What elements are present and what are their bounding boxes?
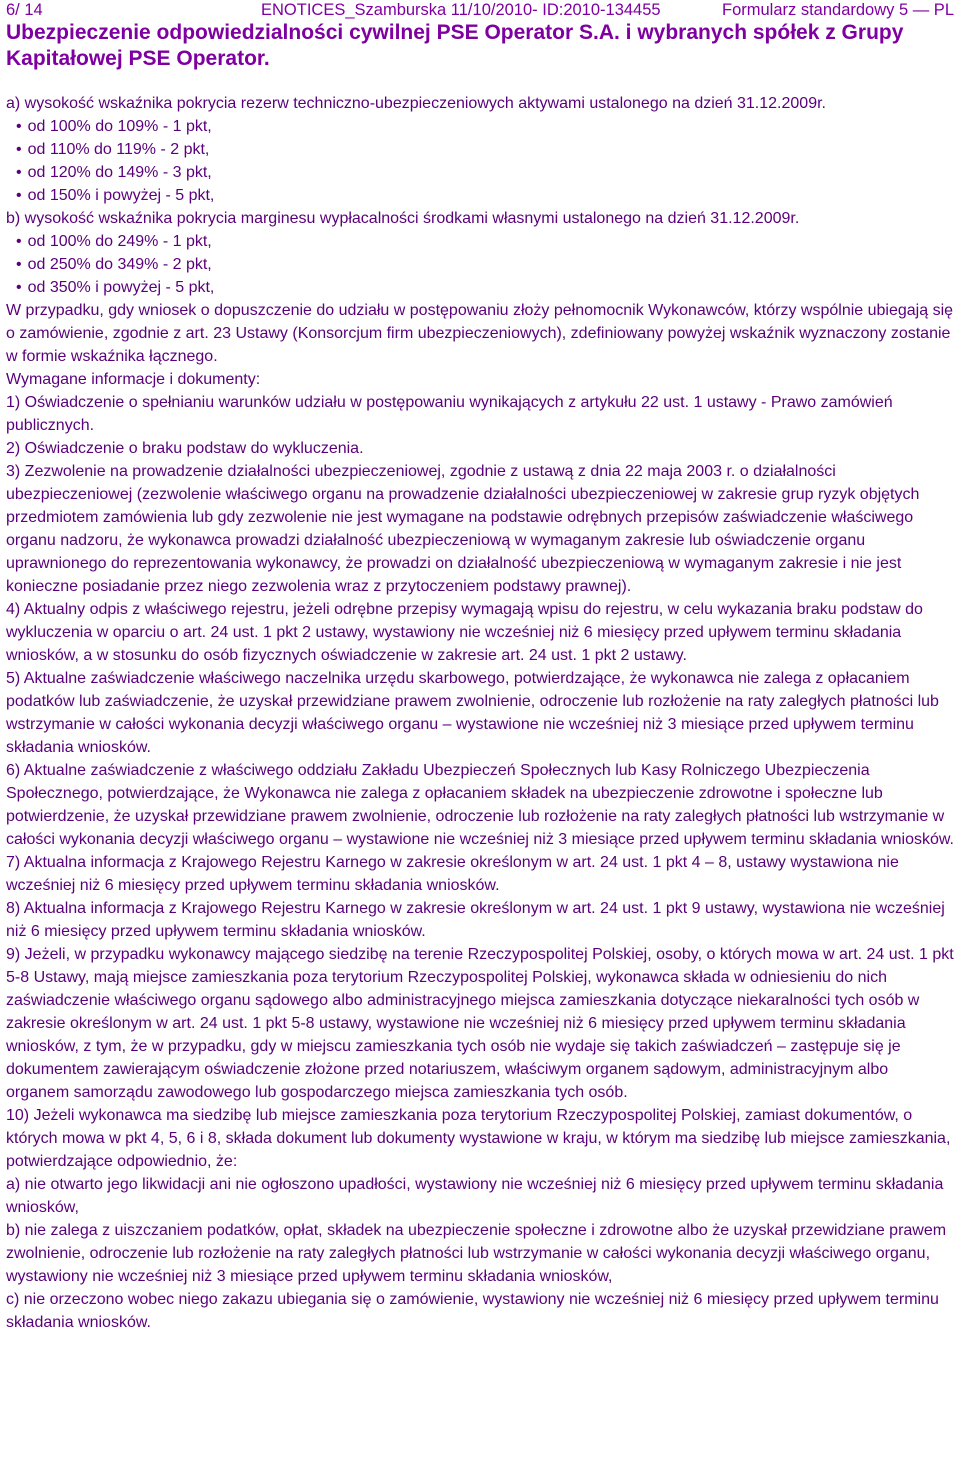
section-a-bullet: • od 100% do 109% - 1 pkt,	[6, 115, 954, 138]
section-b-bullet: • od 350% i powyżej - 5 pkt,	[6, 276, 954, 299]
requirement-item: 5) Aktualne zaświadczenie właściwego naczelnika urzędu skarbowego, potwierdzające, że wykonawca nie zalega z opłacaniem podatków lub zaświadczenie, że uzyskał przewidziane prawem zwolnienie, odroczenie lub rozłożenie na raty zaległych płatności lub wstrzymanie w całości wykonania decyzji właściwego organu – wystawione nie wcześniej niż 3 miesiące przed upływem terminu składania wniosków.	[6, 670, 939, 756]
requirement-subitem: a) nie otwarto jego likwidacji ani nie ogłoszono upadłości, wystawiony nie wcześniej niż 6 miesięcy przed upływem terminu składania wniosków,	[6, 1176, 944, 1216]
requirement-item: 3) Zezwolenie na prowadzenie działalności ubezpieczeniowej, zgodnie z ustawą z dnia 22 maja 2003 r. o działalności ubezpieczeniowej (zezwolenie właściwego organu na prowadzenie działalności ubezpieczeniowej w zakresie grup ryzyk objętych przedmiotem zamówienia lub gdy zezwolenie nie jest wymagane na podstawie odrębnych przepisów zaświadczenie właściwego organu nadzoru, że wykonawca prowadzi działalność ubezpieczeniową w wymaganym zakresie lub oświadczenie organu uprawnionego do reprezentowania wykonawcy, że prowadzi on działalność ubezpieczeniową w wymaganym zakresie i nie jest konieczne posiadanie przez niego zezwolenia wraz z przytoczeniem podstawy prawnej).	[6, 463, 920, 595]
requirement-subitem: b) nie zalega z uiszczaniem podatków, opłat, składek na ubezpieczenie społeczne i zdrowotne albo że uzyskał przewidziane prawem zwolnienie, odroczenie lub rozłożenie na raty zaległych płatności lub wstrzymanie w całości wykonania decyzji właściwego organu, wystawiony nie wcześniej niż 3 miesiące przed upływem terminu składania wniosków,	[6, 1222, 947, 1285]
requirement-item: 6) Aktualne zaświadczenie z właściwego oddziału Zakładu Ubezpieczeń Społecznych lub Kasy Rolniczego Ubezpieczenia Społecznego, potwierdzające, że Wykonawca nie zalega z opłacaniem składek na ubezpieczenie zdrowotne i społeczne lub potwierdzenie, że uzyskał przewidziane prawem zwolnienie, odroczenie lub rozłożenie na raty zaległych płatności lub wstrzymanie w całości wykonania decyzji właściwego organu – wystawione nie wcześniej niż 3 miesiące przed upływem terminu składania wniosków.	[6, 762, 954, 848]
section-a-bullet: • od 150% i powyżej - 5 pkt,	[6, 184, 954, 207]
requirement-item: 7) Aktualna informacja z Krajowego Rejestru Karnego w zakresie określonym w art. 24 ust. 1 pkt 4 – 8, ustawy wystawiona nie wcześniej niż 6 miesięcy przed upływem terminu składania wniosków.	[6, 854, 899, 894]
section-a-intro: a) wysokość wskaźnika pokrycia rezerw techniczno-ubezpieczeniowych aktywami ustalonego na dzień 31.12.2009r.	[6, 95, 826, 112]
document-body	[6, 92, 954, 1334]
requirement-item: 9) Jeżeli, w przypadku wykonawcy mającego siedzibę na terenie Rzeczypospolitej Polskiej, osoby, o których mowa w art. 24 ust. 1 pkt 5-8 Ustawy, mają miejsce zamieszkania poza terytorium Rzeczypospolitej Polskiej, wykonawca składa w odniesieniu do nich zaświadczenie właściwego organu sądowego albo administracyjnego miejsca zamieszkania dotyczące niekaralności tych osób w zakresie określonym w art. 24 ust. 1 pkt 5-8 ustawy, wystawione nie wcześniej niż 6 miesięcy przed upływem terminu składania wniosków, z tym, że w przypadku, gdy w miejscu zamieszkania tych osób nie wydaje się takich zaświadczeń – zastępuje się je dokumentem zawierającym oświadczenie złożone przed notariuszem, właściwym organem sądowym, administracyjnym albo organem samorządu zawodowego lub gospodarczego miejsca zamieszkania tych osób.	[6, 946, 954, 1101]
requirement-item: 4) Aktualny odpis z właściwego rejestru, jeżeli odrębne przepisy wymagają wpisu do rejestru, w celu wykazania braku podstaw do wykluczenia w oparciu o art. 24 ust. 1 pkt 2 ustawy, wystawiony nie wcześniej niż 6 miesięcy przed upływem terminu składania wniosków, a w stosunku do osób fizycznych oświadczenie w zakresie art. 24 ust. 1 pkt 2 ustawy.	[6, 601, 923, 664]
page-header	[6, 0, 954, 20]
form-type: Formularz standardowy 5 — PL	[721, 1, 954, 19]
requirement-item: 10) Jeżeli wykonawca ma siedzibę lub miejsce zamieszkania poza terytorium Rzeczypospolitej Polskiej, zamiast dokumentów, o których mowa w pkt 4, 5, 6 i 8, składa dokument lub dokumenty wystawione w kraju, w którym ma siedzibę lub miejsce zamieszkania, potwierdzające odpowiednio, że:	[6, 1107, 951, 1170]
page-number: 6/ 14	[6, 1, 43, 19]
section-b-bullet: • od 100% do 249% - 1 pkt,	[6, 230, 954, 253]
requirement-subitem: c) nie orzeczono wobec niego zakazu ubiegania się o zamówienie, wystawiony nie wcześniej niż 6 miesięcy przed upływem terminu składania wniosków.	[6, 1291, 939, 1331]
required-documents-heading: Wymagane informacje i dokumenty:	[6, 371, 261, 388]
consortium-paragraph: W przypadku, gdy wniosek o dopuszczenie do udziału w postępowaniu złoży pełnomocnik Wykonawców, którzy wspólnie ubiegają się o zamówienie, zgodnie z art. 23 Ustawy (Konsorcjum firm ubezpieczeniowych), zdefiniowany powyżej wskaźnik wyznaczony zostanie w formie wskaźnika łącznego.	[6, 302, 954, 365]
section-a-bullet: • od 110% do 119% - 2 pkt,	[6, 138, 954, 161]
document-title: Ubezpieczenie odpowiedzialności cywilnej PSE Operator S.A. i wybranych spółek z Grupy Kapitałowej PSE Operator.	[6, 21, 904, 70]
section-b-intro: b) wysokość wskaźnika pokrycia marginesu wypłacalności środkami własnymi ustalonego na dzień 31.12.2009r.	[6, 210, 800, 227]
requirement-item: 2) Oświadczenie o braku podstaw do wykluczenia.	[6, 440, 364, 457]
requirement-item: 8) Aktualna informacja z Krajowego Rejestru Karnego w zakresie określonym w art. 24 ust. 1 pkt 9 ustawy, wystawiona nie wcześniej niż 6 miesięcy przed upływem terminu składania wniosków.	[6, 900, 945, 940]
section-b-bullet: • od 250% do 349% - 2 pkt,	[6, 253, 954, 276]
requirement-item: 1) Oświadczenie o spełnianiu warunków udziału w postępowaniu wynikających z artykułu 22 ust. 1 ustawy - Prawo zamówień publicznych.	[6, 394, 893, 434]
section-a-bullet: • od 120% do 149% - 3 pkt,	[6, 161, 954, 184]
notice-id: ENOTICES_Szamburska 11/10/2010- ID:2010-134455	[261, 1, 661, 19]
